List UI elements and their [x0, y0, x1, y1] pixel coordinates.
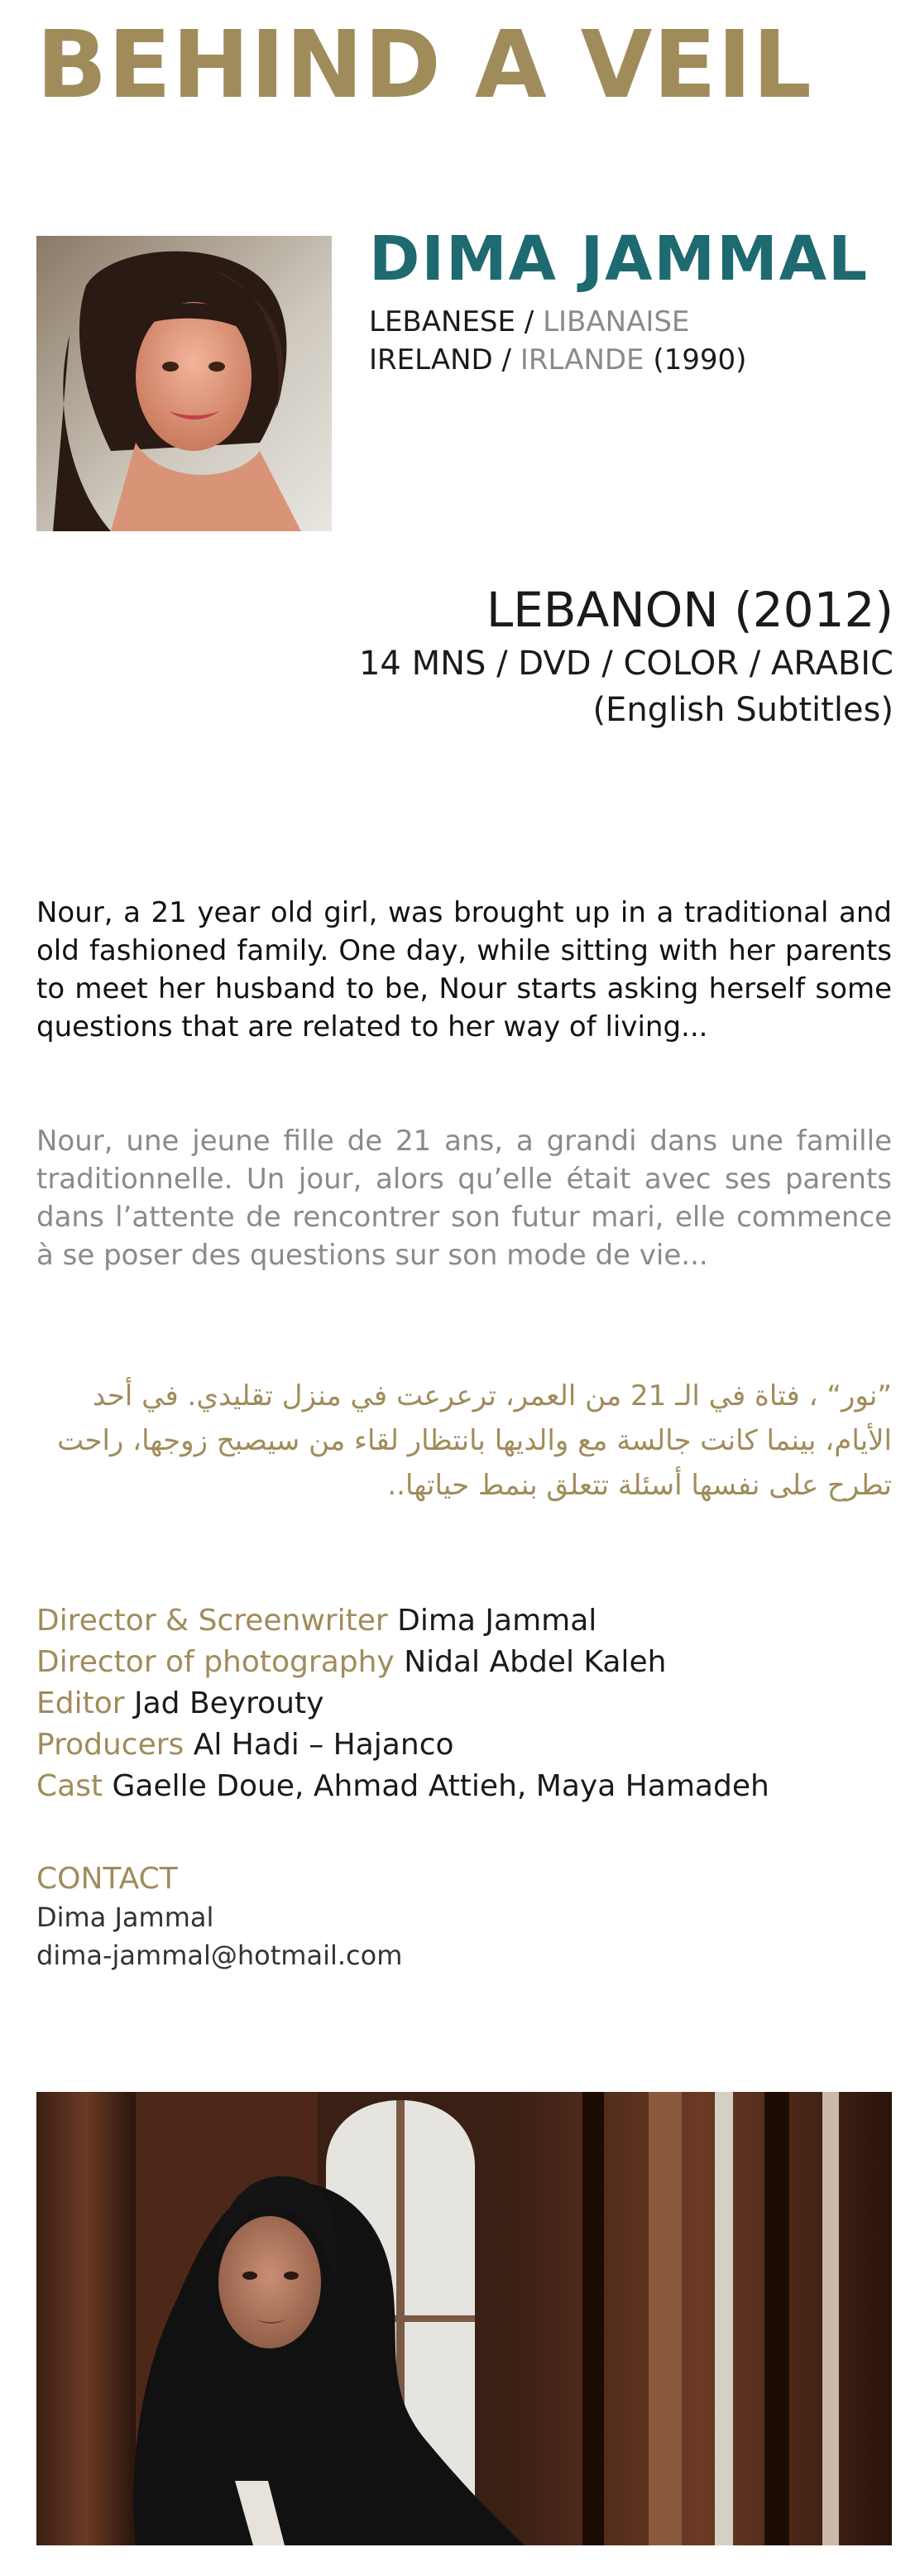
credit-role: Editor [36, 1686, 125, 1720]
nationality-fr: LIBANAISE [543, 305, 690, 338]
country-line [369, 341, 746, 379]
credit-role: Director & Screenwriter [36, 1604, 388, 1638]
credit-role: Cast [36, 1769, 103, 1803]
director-name: DIMA JAMMAL [369, 223, 870, 295]
credits-list [36, 1600, 892, 1807]
film-info [359, 579, 894, 733]
credit-director [36, 1600, 892, 1642]
credit-cast [36, 1766, 892, 1807]
film-specs: 14 MNS / DVD / COLOR / ARABIC [358, 645, 894, 683]
director-nationality [369, 303, 746, 379]
country-separator: / [492, 343, 520, 377]
director-portrait-image [36, 236, 332, 531]
nationality-separator: / [515, 305, 544, 338]
country-en: IRELAND [369, 343, 493, 377]
credit-role: Producers [36, 1728, 184, 1762]
synopsis-french: Nour, une jeune fille de 21 ans, a grandi dans une famille traditionnelle. Un jour, alors qu’elle était avec ses parents dans l’attente de rencontrer son futur mari, elle commence à se poser des questions sur son mode de vie... [36, 1125, 892, 1272]
film-still [36, 2092, 892, 2545]
film-still-image [36, 2092, 892, 2545]
contact-email: dima-jammal@hotmail.com [36, 1940, 403, 1971]
credit-editor [36, 1683, 892, 1725]
credit-value: Gaelle Doue, Ahmad Attieh, Maya Hamadeh [112, 1769, 769, 1803]
contact-block [36, 1860, 892, 1974]
page-title: BEHIND A VEIL [36, 12, 812, 119]
nationality-en: LEBANESE [369, 305, 515, 338]
credit-value: Dima Jammal [397, 1604, 597, 1638]
credit-value: Nidal Abdel Kaleh [404, 1645, 667, 1679]
credit-role: Director of photography [36, 1645, 395, 1679]
country-fr: IRLANDE [520, 343, 644, 377]
credit-value: Al Hadi – Hajanco [193, 1728, 454, 1762]
credit-photography [36, 1642, 892, 1683]
film-subtitles: (English Subtitles) [592, 691, 894, 729]
birth-year: (1990) [653, 343, 747, 377]
contact-heading: CONTACT [36, 1862, 178, 1896]
credit-producers [36, 1725, 892, 1766]
film-country-year: LEBANON (2012) [486, 582, 894, 638]
nationality-line [369, 303, 746, 341]
credit-value: Jad Beyrouty [134, 1686, 324, 1720]
contact-name: Dima Jammal [36, 1902, 214, 1933]
synopsis-english: Nour, a 21 year old girl, was brought up in a traditional and old fashioned family. One day, while sitting with her parents to meet her husband to be, Nour starts asking herself some questions that are related to her way of living... [36, 896, 892, 1043]
director-portrait [36, 236, 332, 531]
synopsis-arabic: ”نور“ ، فتاة في الـ 21 من العمر، ترعرعت في منزل تقليدي. في أحد الأيام، بينما كانت جالسة مع والديها بانتظار لقاء من سيصبح زوجها، راحت تطرح على نفسها أسئلة تتعلق بنمط حياتها.. [57, 1379, 892, 1502]
